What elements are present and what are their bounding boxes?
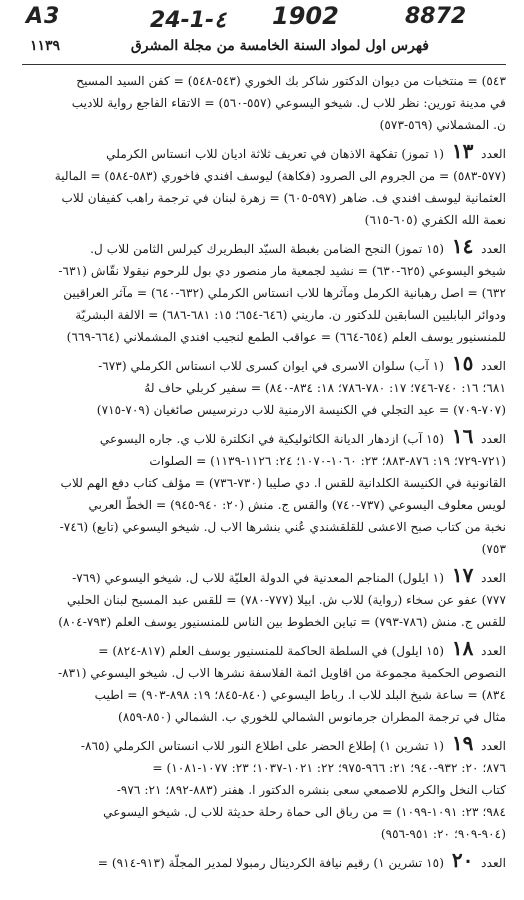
entry-line: ٧٥٣)	[481, 542, 506, 556]
header-divider	[22, 64, 506, 65]
entry-line: العدد ١٧ (١ ايلول) المناجم المعدنية في الدولة العليّة للاب ل. شيخو اليسوعي (٧٦٩-	[72, 564, 506, 587]
entry-line: العدد ١٦ (١٥ آب) ازدهار الديانة الكاثوليكية في انكلترة للاب ي. جاره اليسوعي	[99, 425, 506, 448]
index-entry	[20, 637, 506, 728]
index-content	[20, 70, 506, 878]
entry-line: ٨٣٤) = ساعة شيخ البلد للاب ا. رباط اليسوعي (٨٤٠-٨٤٥؛ ١٩: ٨٩٨-٩٠٣) = اطيب	[94, 688, 506, 702]
entry-line: ٩٨٤؛ ٢٣: ١٠٩١-١٠٩٩) = من رباق الى حماة رحلة حديثة للاب ل. شيخو اليسوعي	[103, 805, 506, 819]
entry-line: القانونية في الكنيسة الكلدانية للقس ا. دي صليبا (٧٣٠-٧٣٦) = مؤلف كتاب دفع الهم للاب	[60, 476, 506, 490]
entry-line: العثمانية ليوسف افندي ف. ضاهر (٥٩٧-٦٠٥) = زهرة لبنان في ترجمة راهب كفيفان للاب	[61, 191, 506, 205]
index-entry	[20, 732, 506, 845]
entry-line: ٦٨١؛ ١٦: ٧٤٠-٧٤٦؛ ١٧: ٧٨٠-٧٨٦؛ ١٨: ٨٣٤-٨٤٠) = سفير كربلي حاف لهُ	[144, 381, 506, 395]
entry-line: العدد ٢٠ (١٥ تشرين ١) رقيم نيافة الكردينال رمبولا لمدير المجلّة (٩١٣-٩١٤) =	[97, 849, 506, 872]
index-entry	[20, 849, 506, 874]
entry-line: ٥٤٣) = منتخبات من ديوان الدكتور شاكر بك الخوري (٥٤٣-٥٤٨) = كفن السيد المسيح	[76, 74, 506, 88]
entry-line: لويس معلوف اليسوعي (٧٣٧-٧٤٠) والقس ج. منش (٢٠: ٩٤٠-٩٤٥) = الخطّ العربي	[88, 498, 506, 512]
entry-line: (٥٧٧-٥٨٣) = من الجروم الى الصرود (فكاهة) ليوسف افندي فاخوري (٥٨٣-٥٨٤) = المالية	[54, 169, 506, 183]
issue-number: ١٦	[451, 425, 474, 448]
handwritten-ref: 8872	[405, 4, 467, 29]
issue-number: ٢٠	[451, 849, 474, 872]
header-row	[30, 38, 494, 64]
entry-line: ودوائر البابليين السابقين للدكتور ن. ماريني (٦٤٦-٦٥٤؛ ١٥: ٦٨١-٦٨٦) = الالفة البشريّة	[75, 308, 506, 322]
page-title: فهرس اول لمواد السنة الخامسة من مجلة المشرق	[130, 38, 429, 54]
index-entry	[20, 70, 506, 136]
issue-number: ١٣	[451, 140, 474, 163]
index-entry	[20, 352, 506, 421]
handwritten-year: 1902	[272, 2, 339, 30]
issue-number: ١٥	[451, 352, 474, 375]
entry-line: العدد ١٣ (١ تموز) تفكهة الاذهان في تعريف ثلاثة اديان للاب انستاس الكرملي	[106, 140, 506, 163]
index-entry	[20, 425, 506, 560]
handwritten-date: 24-1-٤	[150, 8, 227, 33]
entry-line: العدد ١٨ (١٥ ايلول) في السلطة الحاكمة للمنسنيور يوسف العلم (٨١٧-٨٢٤) =	[98, 637, 506, 660]
entry-line: ن. المشملاني (٥٦٩-٥٧٣)	[379, 118, 506, 132]
entry-line: مثال في ترجمة المطران جرمانوس الشمالي للخوري ب. الشمالي (٨٥٠-٨٥٩)	[118, 710, 506, 724]
entry-line: للقس ج. منش (٧٨٦-٧٩٣) = تباين الخطوط بين الناس للمنسنيور يوسف العلم (٧٩٣-٨٠٤)	[58, 615, 506, 629]
entry-line: النصوص الحكمية مجموعة من اقاويل ائمة الفلاسفة نشرها الاب ل. شيخو اليسوعي (٨٣١-	[57, 666, 506, 680]
entry-line: العدد ١٤ (١٥ تموز) النجح الضامن بغبطة السيّد البطريرك كيرلس الثامن للاب ل.	[90, 235, 506, 258]
entry-line: ٦٣٢) = اصل رهبانية الكرمل ومآثرها للاب انستاس الكرملي (٦٣٢-٦٤٠) = مآثر العراقيين	[63, 286, 506, 300]
entry-line: ٨٧٦؛ ٢٠: ٩٣٢-٩٤٠؛ ٢١: ٩٦٦-٩٧٥؛ ٢٢: ١٠٢١-١٠٣٧؛ ٢٣: ١٠٧٧-١٠٨١) =	[152, 761, 506, 775]
entry-line: شيخو اليسوعي (٦٢٥-٦٣٠) = نشيد لجمعية مار منصور دي بول للرحوم نيقولا نقّاش (٦٣١-	[58, 264, 506, 278]
index-entry	[20, 235, 506, 348]
entry-line: للمنسنيور يوسف العلم (٦٥٤-٦٦٤) = عواقب الطمع لنجيب افندي المشملاني (٦٦٤-٦٦٩)	[66, 330, 506, 344]
index-entry	[20, 564, 506, 633]
entry-line: (٧٢١-٧٢٩؛ ١٩: ٨٧٦-٨٨٣؛ ٢٣: ١٠٦٠-١٠٧٠؛ ٢٤: ١١٢٦-١١٣٩) = الصلوات	[149, 454, 506, 468]
entry-line: ٧٧٧) عفو عن سخاء (رواية) للاب ش. ابيلا (٧٧٧-٧٨٠) = للقس عبد المسيح لبنان الحلبي	[66, 593, 506, 607]
page-number: ١١٣٩	[30, 38, 61, 54]
issue-number: ١٩	[451, 732, 474, 755]
entry-line: العدد ١٥ (١ آب) سلوان الاسرى في ايوان كسرى للاب انستاس الكرملي (٦٧٣-	[98, 352, 506, 375]
index-entry	[20, 140, 506, 231]
entry-line: في مدينة تورين: نظر للاب ل. شيخو اليسوعي (٥٥٧-٥٦٠) = الاتقاء الفاجع رواية للاديب	[71, 96, 506, 110]
entry-line: (٧٠٧-٧٠٩) = عيد التجلي في الكنيسة الارمنية للاب درنرسيس صائغيان (٧٠٩-٧١٥)	[96, 403, 506, 417]
entry-line: نعمة الله الكفري (٦٠٥-٦١٥)	[364, 213, 506, 227]
entry-line: (٩٠٤-٩٠٩؛ ٢٠: ٩٥١-٩٥٦)	[380, 827, 506, 841]
handwritten-code: A3	[26, 4, 61, 29]
issue-number: ١٧	[451, 564, 474, 587]
issue-number: ١٤	[451, 235, 474, 258]
entry-line: كتاب النخل والكرم للاصمعي سعى بنشره الدكتور ا. هفنر (٨٨٣-٨٩٢؛ ٢١: ٩٧٦-	[116, 783, 506, 797]
issue-number: ١٨	[451, 637, 474, 660]
entry-line: العدد ١٩ (١ تشرين ١) إطلاع الحضر على اطلاع النور للاب انستاس الكرملي (٨٦٥-	[80, 732, 506, 755]
entry-line: نخبة من كتاب صبح الاعشى للقلقشندي عُني بنشرها الاب ل. شيخو اليسوعي (تابع) (٧٤٦-	[59, 520, 506, 534]
